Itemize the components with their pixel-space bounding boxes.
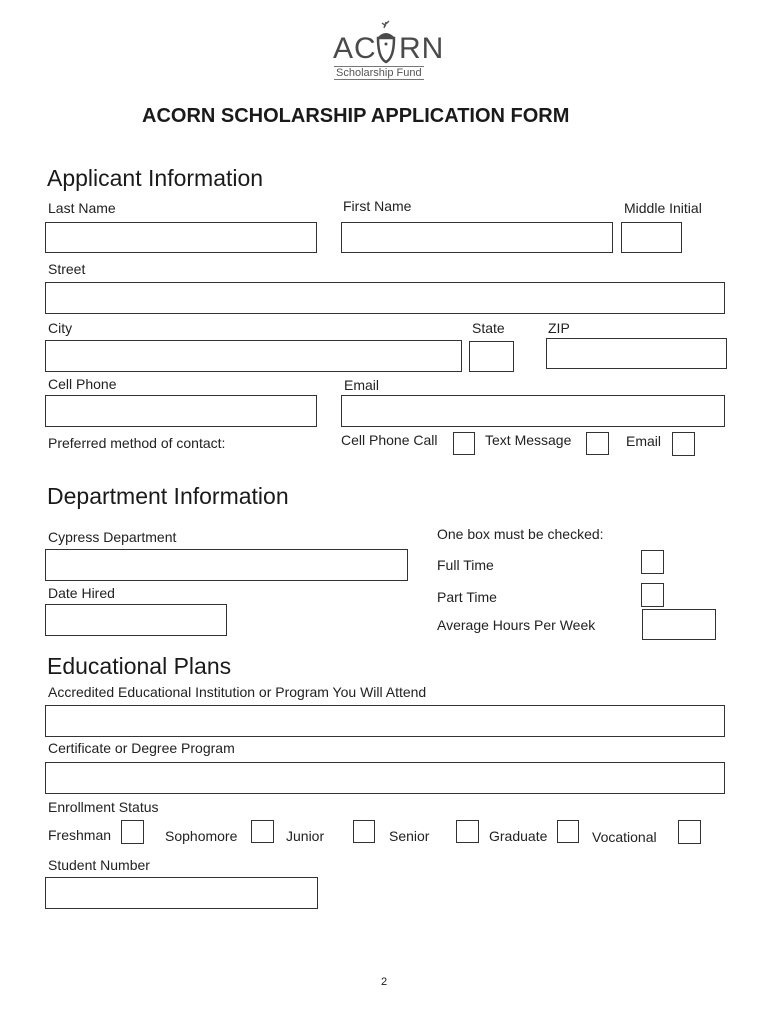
student-number-label: Student Number [48, 857, 150, 873]
first-name-label: First Name [343, 198, 412, 214]
text-message-checkbox[interactable] [586, 432, 609, 455]
senior-checkbox[interactable] [456, 820, 479, 843]
contact-option-label: Cell Phone Call [341, 432, 438, 448]
junior-checkbox[interactable] [353, 820, 375, 843]
avg-hours-field[interactable] [642, 609, 716, 640]
contact-option-label: Text Message [485, 432, 572, 448]
page-number: 2 [381, 976, 388, 988]
email-contact-checkbox[interactable] [672, 432, 695, 456]
section-heading-applicant: Applicant Information [47, 165, 264, 191]
city-label: City [48, 320, 73, 336]
state-field[interactable] [469, 341, 514, 372]
full-time-label: Full Time [437, 557, 494, 573]
institution-label: Accredited Educational Institution or Program You Will Attend [48, 684, 427, 700]
last-name-label: Last Name [48, 200, 116, 216]
program-label: Certificate or Degree Program [48, 740, 235, 756]
email-field[interactable] [341, 395, 725, 427]
section-heading-education: Educational Plans [47, 653, 232, 679]
part-time-label: Part Time [437, 589, 497, 605]
sophomore-checkbox[interactable] [251, 820, 274, 843]
street-field[interactable] [45, 282, 725, 314]
institution-field[interactable] [45, 705, 725, 737]
freshman-checkbox[interactable] [121, 820, 144, 844]
student-number-field[interactable] [45, 877, 318, 909]
contact-option-label: Email [626, 433, 662, 449]
avg-hours-label: Average Hours Per Week [437, 617, 596, 633]
program-field[interactable] [45, 762, 725, 794]
status-label: Vocational [592, 829, 657, 845]
status-label: Graduate [489, 828, 548, 844]
email-label: Email [344, 377, 380, 393]
logo-subtitle: Scholarship Fund [336, 67, 422, 79]
status-label: Senior [389, 828, 430, 844]
logo-word-left: AC [333, 32, 377, 65]
date-hired-field[interactable] [45, 604, 227, 636]
last-name-field[interactable] [45, 222, 317, 253]
city-field[interactable] [45, 340, 462, 372]
first-name-field[interactable] [341, 222, 613, 253]
zip-label: ZIP [548, 320, 570, 336]
full-time-checkbox[interactable] [641, 550, 664, 574]
status-label: Freshman [48, 827, 112, 843]
date-hired-label: Date Hired [48, 585, 115, 601]
cypress-department-label: Cypress Department [48, 529, 177, 545]
enrollment-status-label: Enrollment Status [48, 799, 159, 815]
state-label: State [472, 320, 505, 336]
acorn-icon [371, 20, 401, 64]
page-title: ACORN SCHOLARSHIP APPLICATION FORM [142, 105, 570, 127]
middle-initial-label: Middle Initial [624, 200, 702, 216]
status-label: Junior [286, 828, 325, 844]
status-label: Sophomore [165, 828, 238, 844]
cell-phone-call-checkbox[interactable] [453, 432, 475, 455]
checkbox-note: One box must be checked: [437, 526, 604, 542]
vocational-checkbox[interactable] [678, 820, 701, 844]
logo-word-right: RN [399, 32, 445, 65]
preferred-contact-label: Preferred method of contact: [48, 435, 226, 451]
section-heading-department: Department Information [47, 483, 289, 509]
street-label: Street [48, 261, 86, 277]
graduate-checkbox[interactable] [557, 820, 579, 843]
middle-initial-field[interactable] [621, 222, 682, 253]
cell-phone-field[interactable] [45, 395, 317, 427]
acorn-logo [333, 18, 445, 80]
cell-phone-label: Cell Phone [48, 376, 117, 392]
part-time-checkbox[interactable] [641, 583, 664, 607]
cypress-department-field[interactable] [45, 549, 408, 581]
zip-field[interactable] [546, 338, 727, 369]
